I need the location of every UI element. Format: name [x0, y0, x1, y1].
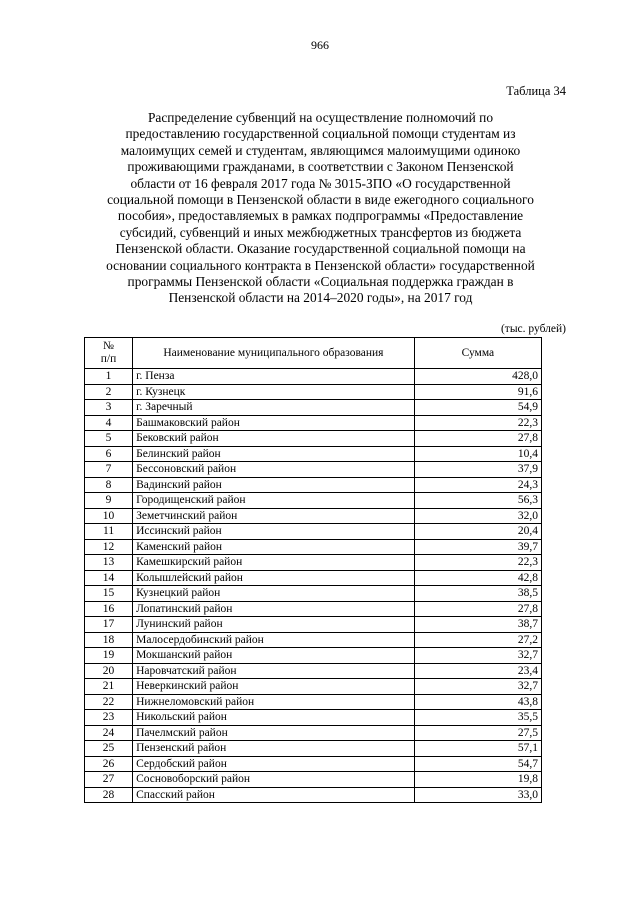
title-line: предоставлению государственной социальной помощи студентам из	[125, 126, 516, 142]
row-name: Лунинский район	[133, 617, 415, 633]
row-sum: 32,0	[414, 508, 541, 524]
row-name: Сосновоборский район	[133, 772, 415, 788]
title-line: пособия», предоставляемых в рамках подпрограммы «Предоставление	[117, 208, 524, 224]
row-number: 25	[85, 741, 133, 757]
row-sum: 91,6	[414, 384, 541, 400]
row-number: 23	[85, 710, 133, 726]
header-number-line1: №	[103, 340, 115, 352]
row-sum: 32,7	[414, 679, 541, 695]
row-number: 16	[85, 601, 133, 617]
table-row	[85, 756, 542, 772]
subvention-table	[84, 337, 542, 803]
row-number: 9	[85, 493, 133, 509]
row-sum: 22,3	[414, 415, 541, 431]
row-name: Каменский район	[133, 539, 415, 555]
row-sum: 23,4	[414, 663, 541, 679]
row-sum: 19,8	[414, 772, 541, 788]
title-line: Распределение субвенций на осуществление полномочий по	[147, 110, 494, 125]
row-sum: 27,8	[414, 431, 541, 447]
page-number: 966	[311, 38, 329, 52]
row-name: Лопатинский район	[133, 601, 415, 617]
row-number: 8	[85, 477, 133, 493]
table-row	[85, 415, 542, 431]
row-name: Белинский район	[133, 446, 415, 462]
row-name: г. Заречный	[133, 400, 415, 416]
row-number: 6	[85, 446, 133, 462]
title-line: субсидий, субвенций и иных межбюджетных трансфертов из бюджета	[119, 224, 522, 240]
row-number: 4	[85, 415, 133, 431]
table-row	[85, 524, 542, 540]
row-number: 20	[85, 663, 133, 679]
table-row	[85, 772, 542, 788]
row-sum: 56,3	[414, 493, 541, 509]
table-row	[85, 446, 542, 462]
table-row	[85, 679, 542, 695]
row-sum: 35,5	[414, 710, 541, 726]
table-row	[85, 586, 542, 602]
row-number: 18	[85, 632, 133, 648]
row-number: 19	[85, 648, 133, 664]
table-row	[85, 462, 542, 478]
row-number: 26	[85, 756, 133, 772]
row-name: Колышлейский район	[133, 570, 415, 586]
row-sum: 22,3	[414, 555, 541, 571]
table-row	[85, 493, 542, 509]
header-sum: Сумма	[414, 338, 541, 369]
row-sum: 32,7	[414, 648, 541, 664]
row-sum: 57,1	[414, 741, 541, 757]
row-name: Никольский район	[133, 710, 415, 726]
table-row	[85, 601, 542, 617]
table-row	[85, 617, 542, 633]
row-name: Пензенский район	[133, 741, 415, 757]
row-sum: 54,7	[414, 756, 541, 772]
row-name: Малосердобинский район	[133, 632, 415, 648]
table-row	[85, 632, 542, 648]
row-name: Иссинский район	[133, 524, 415, 540]
row-number: 7	[85, 462, 133, 478]
title-line: Пензенской области на 2014–2020 годы», на 2017 год	[168, 290, 473, 306]
table-row	[85, 539, 542, 555]
table-row	[85, 694, 542, 710]
row-number: 21	[85, 679, 133, 695]
row-name: Городищенский район	[133, 493, 415, 509]
row-sum: 37,9	[414, 462, 541, 478]
row-sum: 27,2	[414, 632, 541, 648]
row-sum: 27,5	[414, 725, 541, 741]
row-sum: 38,5	[414, 586, 541, 602]
row-name: г. Кузнецк	[133, 384, 415, 400]
row-sum: 27,8	[414, 601, 541, 617]
row-number: 13	[85, 555, 133, 571]
header-name: Наименование муниципального образования	[133, 338, 415, 369]
table-row	[85, 710, 542, 726]
title-line: программы Пензенской области «Социальная поддержка граждан в	[127, 274, 514, 290]
row-number: 27	[85, 772, 133, 788]
row-number: 2	[85, 384, 133, 400]
row-sum: 24,3	[414, 477, 541, 493]
row-number: 5	[85, 431, 133, 447]
title-line: малоимущих семей и студентам, являющимся малоимущими одиноко	[120, 142, 521, 158]
title-line: проживающими гражданами, в соответствии с Законом Пензенской	[127, 159, 514, 175]
row-sum: 54,9	[414, 400, 541, 416]
row-name: Вадинский район	[133, 477, 415, 493]
row-name: Камешкирский район	[133, 555, 415, 571]
table-row	[85, 477, 542, 493]
document-title	[92, 110, 549, 307]
header-number-line2: п/п	[100, 353, 117, 365]
row-name: Неверкинский район	[133, 679, 415, 695]
table-row	[85, 741, 542, 757]
table-row	[85, 555, 542, 571]
table-row	[85, 725, 542, 741]
row-sum: 43,8	[414, 694, 541, 710]
row-name: Бековский район	[133, 431, 415, 447]
row-name: Пачелмский район	[133, 725, 415, 741]
row-number: 11	[85, 524, 133, 540]
row-name: Нижнеломовский район	[133, 694, 415, 710]
title-line: социальной помощи в Пензенской области в виде ежегодного социального	[107, 192, 534, 208]
row-sum: 10,4	[414, 446, 541, 462]
title-line: области от 16 февраля 2017 года № 3015-ЗПО «О государственной	[130, 175, 511, 191]
row-name: Сердобский район	[133, 756, 415, 772]
units-note: (тыс. рублей)	[500, 323, 566, 335]
row-number: 22	[85, 694, 133, 710]
row-sum: 20,4	[414, 524, 541, 540]
row-name: Кузнецкий район	[133, 586, 415, 602]
row-name: Мокшанский район	[133, 648, 415, 664]
title-line: Пензенской области. Оказание государственной социальной помощи на	[115, 241, 526, 257]
row-name: Башмаковский район	[133, 415, 415, 431]
row-name: Наровчатский район	[133, 663, 415, 679]
table-row	[85, 787, 542, 803]
row-name: Бессоновский район	[133, 462, 415, 478]
table-row	[85, 570, 542, 586]
table-row	[85, 648, 542, 664]
row-sum: 33,0	[414, 787, 541, 803]
table-row	[85, 400, 542, 416]
table-row	[85, 384, 542, 400]
row-number: 17	[85, 617, 133, 633]
table-row	[85, 663, 542, 679]
row-number: 1	[85, 369, 133, 385]
table-header	[85, 338, 542, 369]
row-sum: 428,0	[414, 369, 541, 385]
row-number: 24	[85, 725, 133, 741]
row-sum: 38,7	[414, 617, 541, 633]
row-name: Земетчинский район	[133, 508, 415, 524]
table-body	[85, 369, 542, 803]
row-sum: 39,7	[414, 539, 541, 555]
row-number: 15	[85, 586, 133, 602]
row-number: 28	[85, 787, 133, 803]
table-header-row	[85, 338, 542, 369]
table-row	[85, 508, 542, 524]
row-name: Спасский район	[133, 787, 415, 803]
row-sum: 42,8	[414, 570, 541, 586]
row-number: 3	[85, 400, 133, 416]
row-number: 12	[85, 539, 133, 555]
table-row	[85, 431, 542, 447]
row-number: 14	[85, 570, 133, 586]
table-label: Таблица 34	[506, 84, 566, 98]
row-number: 10	[85, 508, 133, 524]
title-line: основании социального контракта в Пензенской области» государственной	[106, 257, 535, 273]
table-row	[85, 369, 542, 385]
row-name: г. Пенза	[133, 369, 415, 385]
header-number	[85, 338, 133, 369]
